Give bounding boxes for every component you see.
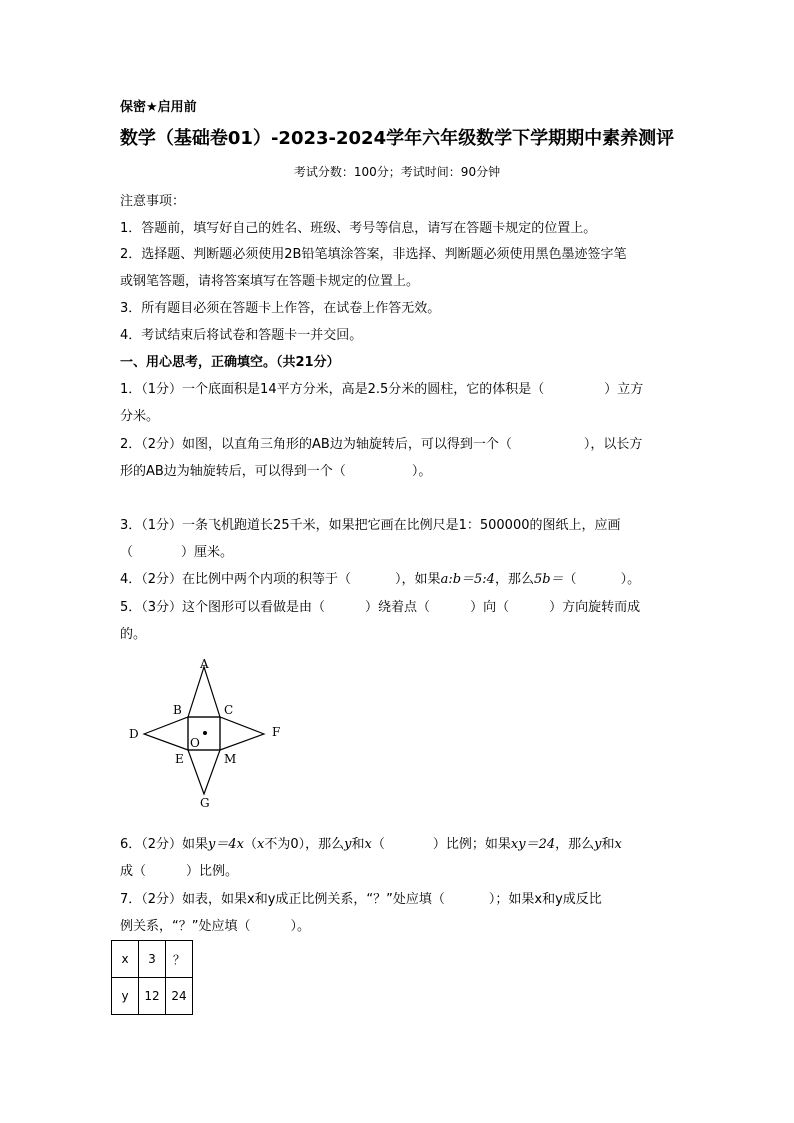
triangle-left bbox=[144, 717, 188, 750]
q6-text-i: 成（ bbox=[120, 864, 147, 879]
q1-text-b: ）立方 bbox=[604, 382, 644, 397]
center-point-o bbox=[203, 731, 207, 735]
note-1: 1．答题前，填写好自己的姓名、班级、考号等信息，请写在答题卡规定的位置上。 bbox=[120, 221, 597, 236]
page-title: 数学（基础卷01）-2023-2024学年六年级数学下学期期中素养测评 bbox=[119, 128, 675, 149]
label-a: A bbox=[200, 657, 209, 671]
q6-expression-xy-24: xy＝24 bbox=[510, 837, 556, 852]
question-3-line-2 bbox=[120, 541, 233, 560]
label-g: G bbox=[200, 796, 210, 810]
q6-text-g: ，那么 bbox=[555, 837, 595, 852]
note-4: 4．考试结束后将试卷和答题卡一并交回。 bbox=[120, 328, 363, 343]
table-row-x bbox=[112, 941, 193, 978]
question-7-line-2 bbox=[120, 915, 310, 934]
q7-text-c: 例关系，“？”处应填（ bbox=[120, 919, 251, 934]
label-d: D bbox=[129, 727, 139, 741]
label-c: C bbox=[224, 703, 234, 717]
q6-text-b: （ bbox=[244, 837, 258, 852]
q5-text-c: ）向（ bbox=[470, 600, 510, 615]
q6-var-y1: y bbox=[344, 837, 352, 852]
table-cell: y bbox=[112, 978, 139, 1015]
q5-text-d: ）方向旋转而成 bbox=[549, 600, 641, 615]
q3-text-b: （ bbox=[120, 545, 134, 560]
question-1-line-1 bbox=[120, 378, 643, 397]
notes-heading: 注意事项： bbox=[120, 194, 186, 209]
question-7-line-1 bbox=[120, 888, 602, 907]
q6-text-d: 和 bbox=[351, 837, 365, 852]
exam-info: 考试分数：100分；考试时间：90分钟 bbox=[293, 165, 501, 179]
label-b: B bbox=[173, 703, 182, 717]
question-1-line-2: 分米。 bbox=[120, 409, 160, 424]
q1-text-a: 1．（1分）一个底面积是14平方分米，高是2.5分米的圆柱，它的体积是（ bbox=[120, 382, 545, 397]
q3-text-c: ）厘米。 bbox=[181, 545, 234, 560]
q2-text-a: 2．（2分）如图，以直角三角形的AB边为轴旋转后，可以得到一个（ bbox=[120, 437, 512, 452]
q4-text-e: ）。 bbox=[620, 572, 641, 587]
table-row-y bbox=[112, 978, 193, 1015]
q5-text-b: ）绕着点（ bbox=[365, 600, 431, 615]
rotation-figure bbox=[120, 650, 300, 815]
label-m: M bbox=[224, 752, 237, 766]
q6-text-h: 和 bbox=[601, 837, 615, 852]
q4-text-c: ，那么 bbox=[494, 572, 534, 587]
table-cell-unknown: ？ bbox=[166, 941, 193, 978]
label-o: O bbox=[190, 736, 200, 750]
xy-table bbox=[111, 940, 193, 1015]
q2-text-b: ），以长方 bbox=[583, 437, 643, 452]
note-2-line-2: 或钢笔答题，请将答案填写在答题卡规定的位置上。 bbox=[120, 274, 420, 289]
q7-text-b: ）；如果x和y成反比 bbox=[488, 892, 602, 907]
q4-text-b: ），如果 bbox=[395, 572, 441, 587]
q6-text-c: 不为0），那么 bbox=[264, 837, 345, 852]
question-5-line-2: 的。 bbox=[120, 627, 147, 642]
q6-var-x1: x bbox=[257, 837, 265, 852]
section-1-heading: 一、用心思考，正确填空。（共21分） bbox=[120, 355, 340, 370]
triangle-right bbox=[220, 717, 264, 750]
q7-text-d: ）。 bbox=[290, 919, 310, 934]
q2-text-d: ）。 bbox=[411, 464, 432, 479]
q6-text-f: ）比例；如果 bbox=[432, 837, 511, 852]
q6-var-x3: x bbox=[614, 837, 622, 852]
q7-text-a: 7．（2分）如表，如果x和y成正比例关系，“？”处应填（ bbox=[120, 892, 445, 907]
q6-text-j: ）比例。 bbox=[186, 864, 239, 879]
q6-text-e: （ bbox=[371, 837, 385, 852]
note-3: 3．所有题目必须在答题卡上作答，在试卷上作答无效。 bbox=[120, 301, 441, 316]
q5-text-a: 5．（3分）这个图形可以看做是由（ bbox=[120, 600, 326, 615]
q6-text-a: 6．（2分）如果 bbox=[120, 837, 209, 852]
q4-text-a: 4．（2分）在比例中两个内项的积等于（ bbox=[120, 572, 352, 587]
triangle-bottom bbox=[188, 750, 220, 794]
table-cell: 3 bbox=[139, 941, 166, 978]
label-e: E bbox=[175, 752, 184, 766]
table-cell: 24 bbox=[166, 978, 193, 1015]
triangle-top bbox=[188, 667, 220, 717]
question-2-line-2 bbox=[120, 460, 431, 479]
note-2-line-1: 2．选择题、判断题必须使用2B铅笔填涂答案，非选择、判断题必须使用黑色墨迹签字笔 bbox=[120, 247, 627, 262]
table-cell: 12 bbox=[139, 978, 166, 1015]
question-5-line-1 bbox=[120, 596, 640, 615]
question-6-line-2 bbox=[120, 860, 238, 879]
q6-expression-y-4x: y＝4x bbox=[208, 837, 244, 852]
q6-var-y2: y bbox=[594, 837, 602, 852]
table-cell: x bbox=[112, 941, 139, 978]
q4-expression-ratio: a:b＝5:4 bbox=[440, 572, 495, 587]
q4-text-d: （ bbox=[563, 572, 577, 587]
question-3-line-1: 3．（1分）一条飞机跑道长25千米，如果把它画在比例尺是1：500000的图纸上，应画 bbox=[120, 518, 621, 533]
q2-text-c: 形的AB边为轴旋转后，可以得到一个（ bbox=[120, 464, 346, 479]
q4-expression-5b: 5b＝ bbox=[533, 572, 564, 587]
label-f: F bbox=[272, 725, 281, 739]
question-2-line-1 bbox=[120, 433, 642, 452]
question-6-line-1 bbox=[120, 833, 622, 852]
q6-var-x2: x bbox=[364, 837, 372, 852]
confidential-label: 保密★启用前 bbox=[120, 100, 197, 115]
question-4 bbox=[120, 568, 640, 587]
